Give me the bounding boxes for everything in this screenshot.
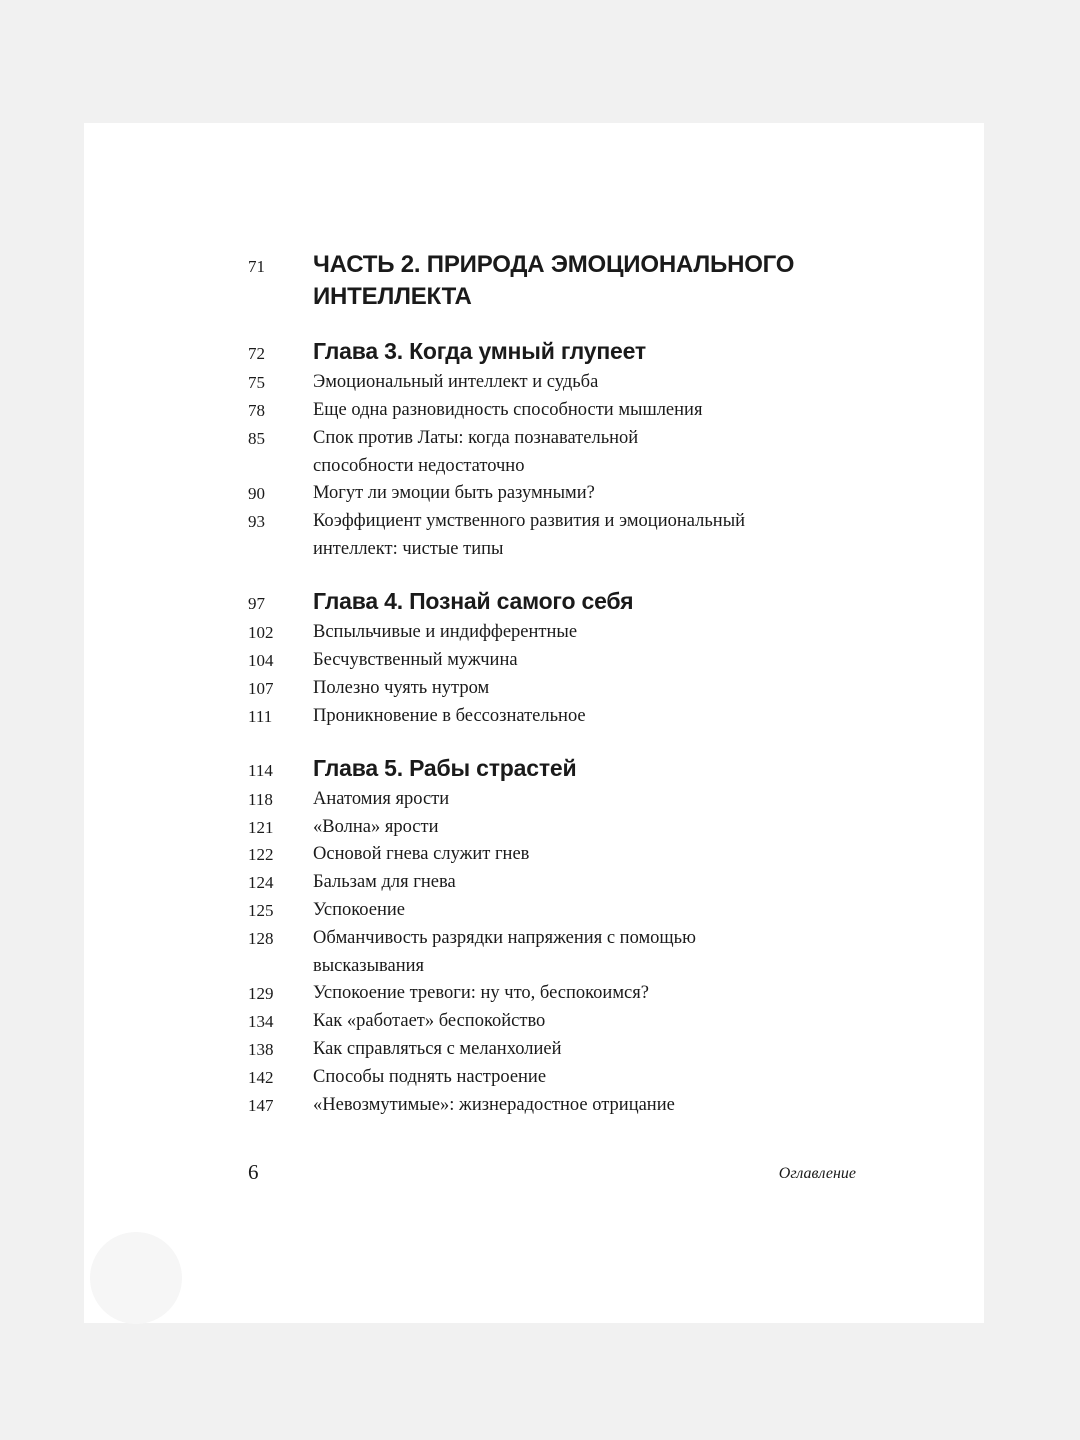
toc-entry-title: Как «работает» беспокойство — [313, 1011, 546, 1031]
toc-entry-title: Эмоциональный интеллект и судьба — [313, 372, 599, 392]
toc-entry-title: Основой гнева служит гнев — [313, 844, 530, 864]
toc-entry-title: Способы поднять настроение — [313, 1067, 547, 1087]
toc-page-number: 72 — [248, 344, 265, 363]
toc-chapter-title: Глава 3. Когда умный глупеет — [313, 338, 646, 364]
footer-page-number: 6 — [248, 1160, 259, 1184]
toc-page-number: 138 — [248, 1040, 274, 1059]
toc-page-number: 134 — [248, 1012, 274, 1031]
toc-chapter-title: Глава 5. Рабы страстей — [313, 755, 577, 781]
toc-page-number: 71 — [248, 257, 265, 276]
toc-page-number: 75 — [248, 373, 265, 392]
toc-page-number: 122 — [248, 845, 274, 864]
toc-part-title: ЧАСТЬ 2. ПРИРОДА ЭМОЦИОНАЛЬНОГО ИНТЕЛЛЕКТА — [313, 251, 795, 310]
toc-entry-title: Бальзам для гнева — [313, 872, 456, 892]
toc-entry-title: Обманчивость разрядки напряжения с помощью высказывания — [313, 928, 696, 976]
toc-entry-title: Могут ли эмоции быть разумными? — [313, 483, 595, 503]
toc-entry-title: Успокоение тревоги: ну что, беспокоимся? — [313, 983, 649, 1003]
toc-page-number: 114 — [248, 761, 273, 780]
toc-page-number: 90 — [248, 484, 265, 503]
running-footer-title: Оглавление — [778, 1165, 856, 1182]
toc-entry-title: Успокоение — [313, 900, 405, 920]
toc-entry-title: «Волна» ярости — [313, 817, 439, 837]
toc-entry-title: «Невозмутимые»: жизнерадостное отрицание — [313, 1095, 675, 1115]
toc-entry-title: Еще одна разновидность способности мышления — [313, 400, 703, 420]
toc-entry-title: Анатомия ярости — [313, 789, 450, 809]
toc-entry-title: Спок против Латы: когда познавательной способности недостаточно — [313, 428, 639, 476]
toc-page-number: 125 — [248, 901, 274, 920]
toc-page-number: 118 — [248, 790, 273, 809]
toc-page-number: 124 — [248, 873, 274, 892]
toc-page-number: 142 — [248, 1068, 274, 1087]
toc-page-number: 85 — [248, 429, 265, 448]
toc-entry-title: Бесчувственный мужчина — [313, 650, 518, 670]
toc-page-number: 93 — [248, 512, 265, 531]
toc-entry-title: Как справляться с меланхолией — [313, 1039, 562, 1059]
toc-entry-title: Вспыльчивые и индифферентные — [313, 622, 578, 642]
toc-page-number: 128 — [248, 929, 274, 948]
toc-page-number: 129 — [248, 984, 274, 1003]
toc-page-number: 147 — [248, 1096, 274, 1115]
page-corner-shade — [90, 1232, 182, 1324]
toc-chapter-title: Глава 4. Познай самого себя — [313, 588, 634, 614]
book-page — [84, 123, 984, 1323]
toc-entry-title: Полезно чуять нутром — [313, 678, 490, 698]
toc-page-number: 107 — [248, 679, 274, 698]
toc-page-number: 78 — [248, 401, 265, 420]
toc-page-number: 102 — [248, 623, 274, 642]
toc-entry-title: Проникновение в бессознательное — [313, 706, 586, 726]
toc-entry-title: Коэффициент умственного развития и эмоциональный интеллект: чистые типы — [313, 511, 746, 559]
toc-page-number: 104 — [248, 651, 274, 670]
toc-page-number: 97 — [248, 594, 265, 613]
toc-page-number: 111 — [248, 707, 273, 726]
toc-page-number: 121 — [248, 818, 274, 837]
